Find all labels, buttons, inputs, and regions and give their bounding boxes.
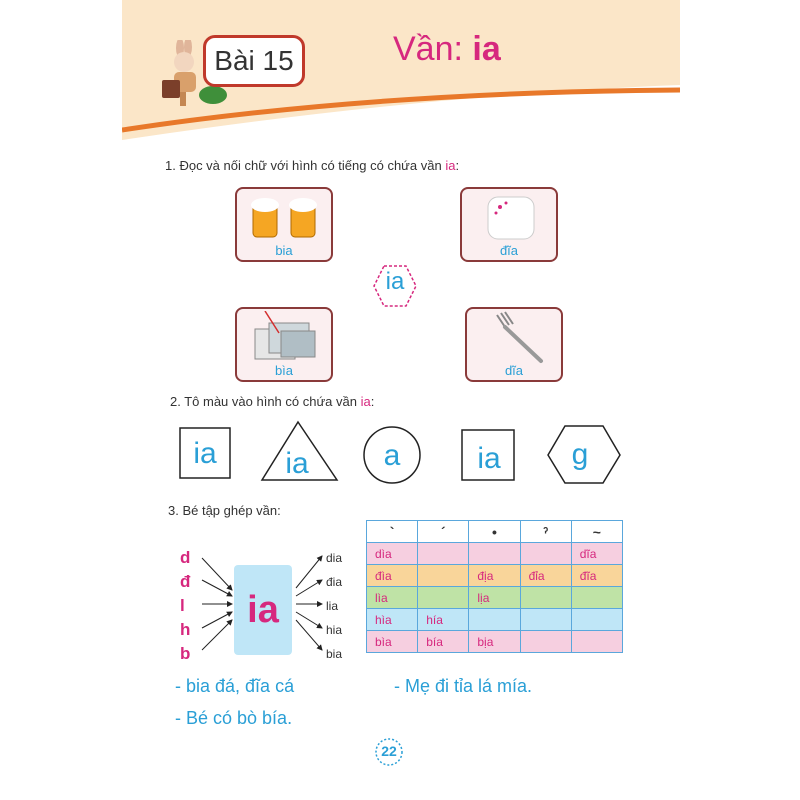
tone-mark: • [469,521,520,543]
shape-text[interactable]: ia [193,437,217,470]
table-cell[interactable] [469,609,520,631]
fork-icon [481,311,551,367]
table-cell[interactable] [418,587,469,609]
tone-mark: ~ [571,521,622,543]
result-word: hia [326,623,343,637]
table-cell[interactable]: đìa [367,565,418,587]
table-cell[interactable] [520,631,571,653]
picture-card-folders[interactable] [235,307,333,382]
consonant-list [180,546,200,666]
picture-card-beer[interactable] [235,187,333,262]
table-row [367,565,623,587]
sentence: - bia đá, đĩa cá [175,676,295,696]
consonant: b [180,644,191,663]
result-list [326,546,342,666]
consonant: d [180,548,191,567]
consonant: đ [180,572,191,591]
picture-card-fork[interactable] [465,307,563,382]
tone-mark: ˀ [520,521,571,543]
table-cell[interactable]: đĩa [571,565,622,587]
table-cell[interactable] [571,587,622,609]
table-cell[interactable]: dìa [367,543,418,565]
picture-label: dĩa [504,363,524,378]
table-cell[interactable] [520,587,571,609]
shape-text[interactable]: ia [285,447,309,480]
picture-label: bia [275,243,293,258]
table-cell[interactable] [520,609,571,631]
page-title: Vần: ia [393,30,501,68]
consonant: l [180,596,185,615]
picture-card-plate[interactable] [460,187,558,262]
table-cell[interactable] [571,609,622,631]
table-cell[interactable]: lìa [367,587,418,609]
tone-table [366,520,623,653]
folders-icon [247,311,325,365]
shape-text[interactable]: a [383,439,401,472]
table-cell[interactable] [571,631,622,653]
result-word: đia [326,575,343,589]
table-cell[interactable]: bía [418,631,469,653]
consonant: h [180,620,191,639]
table-row [367,609,623,631]
table-cell[interactable]: lịa [469,587,520,609]
center-rhyme-box: ia [234,565,292,655]
exercise-3-question: 3. Bé tập ghép vần: [168,503,281,518]
tone-mark: ´ [418,521,469,543]
table-cell[interactable] [469,543,520,565]
result-word: dia [326,551,343,565]
table-cell[interactable]: địa [469,565,520,587]
table-cell[interactable] [418,543,469,565]
table-cell[interactable] [418,565,469,587]
exercise-2-question: 2. Tô màu vào hình có chứa vần ia: [170,394,375,409]
table-row [367,631,623,653]
sentence: - Bé có bò bía. [175,708,293,728]
lesson-number: Bài 15 [203,35,305,87]
shape-text[interactable]: ia [477,442,501,475]
tone-header-row [367,521,623,543]
picture-label: đĩa [499,243,519,258]
table-cell[interactable]: đỉa [520,565,571,587]
center-rhyme: ia [385,268,405,295]
table-row [367,587,623,609]
table-row [367,543,623,565]
picture-label: bìa [274,363,294,378]
table-cell[interactable]: bìa [367,631,418,653]
table-cell[interactable]: hìa [367,609,418,631]
table-cell[interactable] [520,543,571,565]
tone-mark: ` [367,521,418,543]
plate-icon [482,193,540,243]
shape-text[interactable]: g [571,438,589,471]
table-cell[interactable]: dĩa [571,543,622,565]
sentence: - Mẹ đi tỉa lá mía. [394,676,533,696]
table-cell[interactable]: hía [418,609,469,631]
exercise-1-question: 1. Đọc và nối chữ với hình có tiếng có chứa vần ia: [165,158,460,173]
table-cell[interactable]: bịa [469,631,520,653]
page-number: 22 [381,743,397,759]
result-word: bia [326,647,343,661]
result-word: lia [326,599,339,613]
beer-mugs-icon [247,195,325,241]
